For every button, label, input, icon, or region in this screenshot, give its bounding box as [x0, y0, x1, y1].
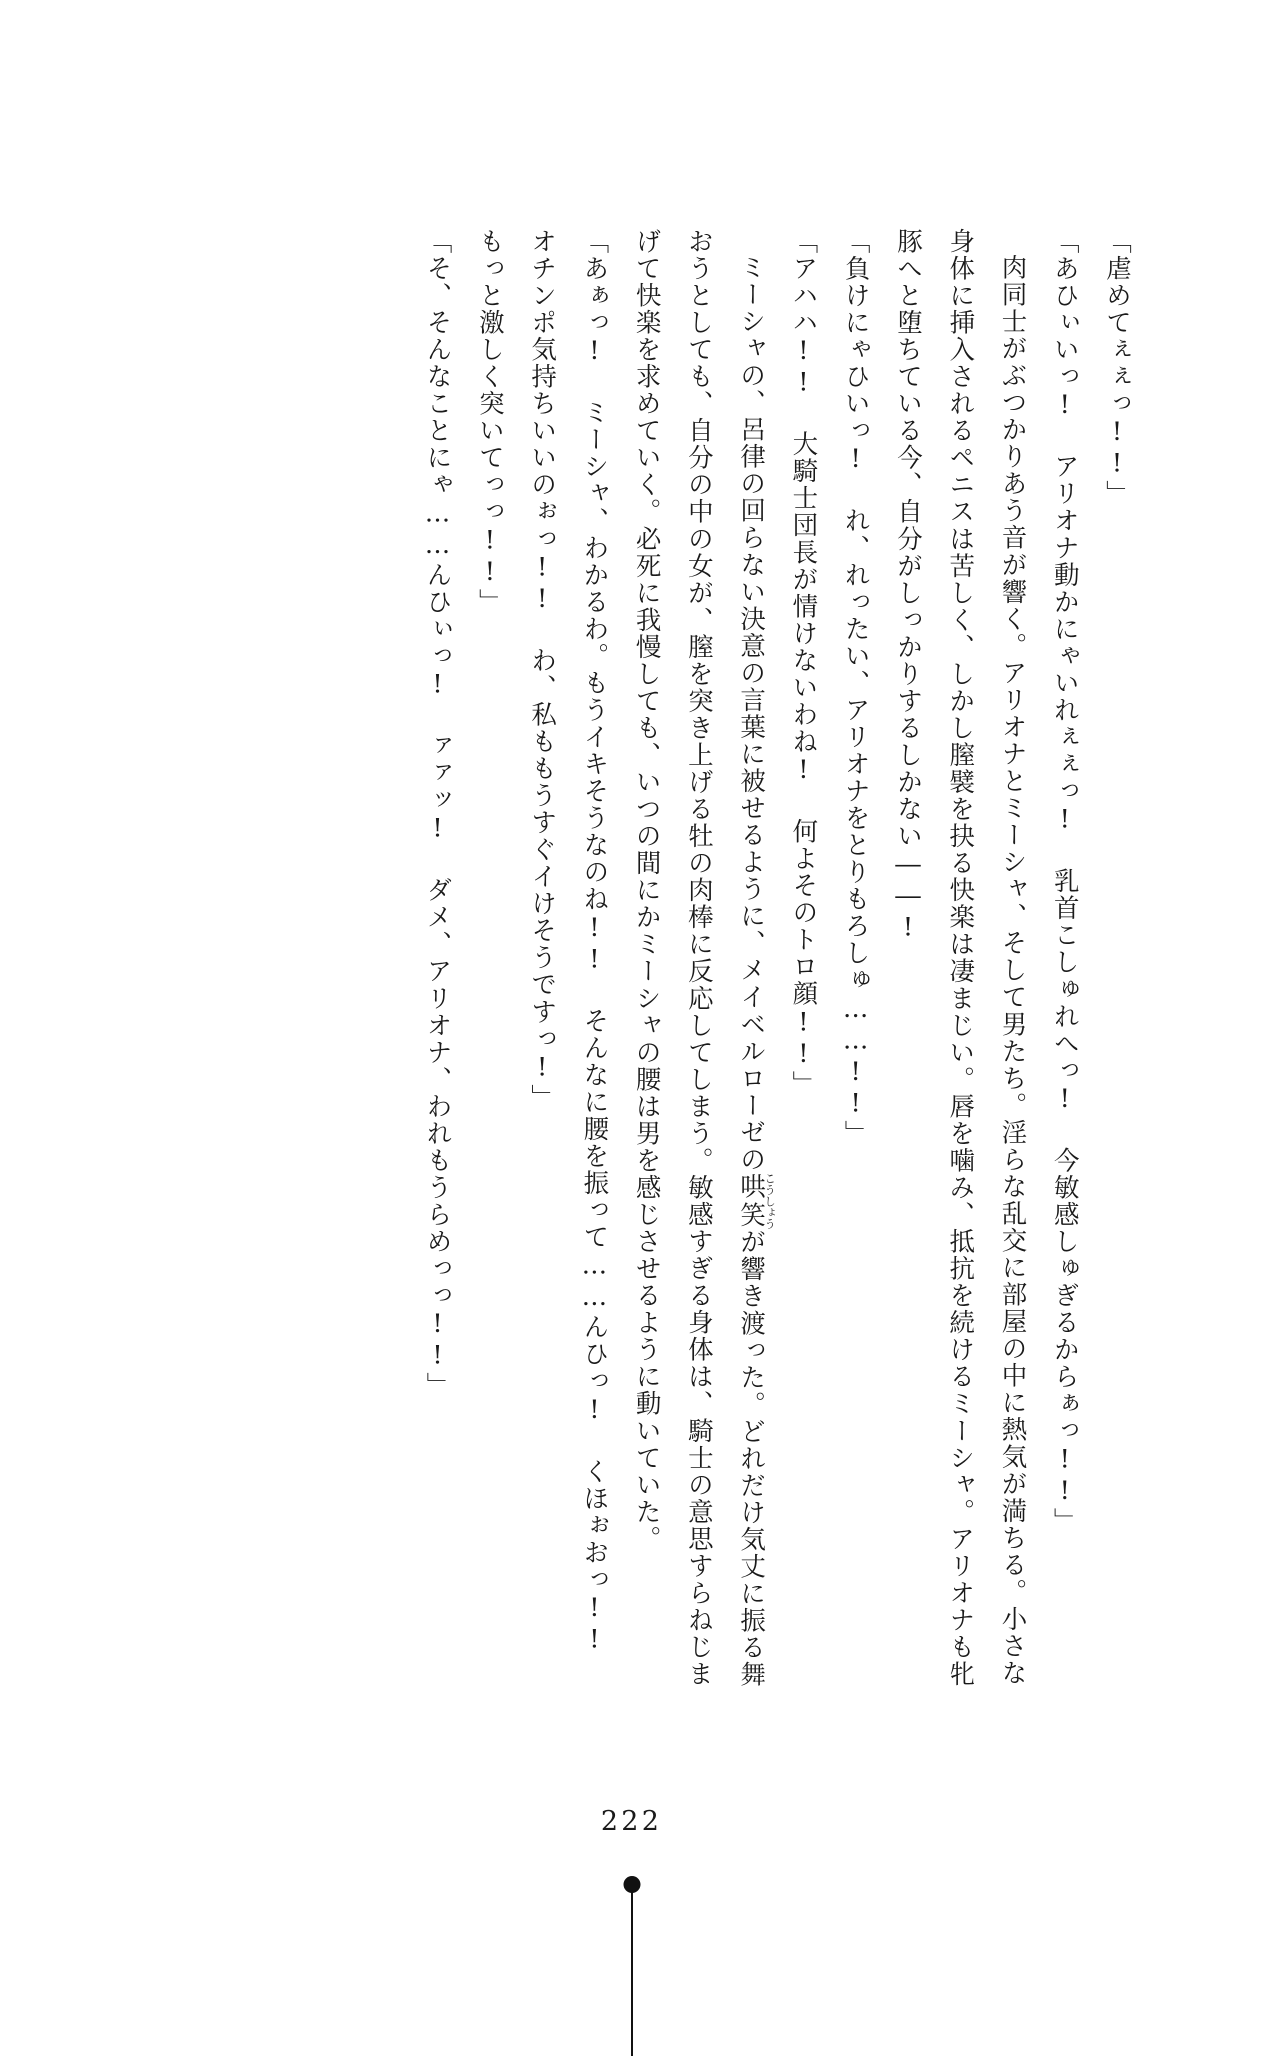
paragraph-8: もっと激しく突いてっっ!!」 — [474, 228, 505, 616]
ruby-annotation: 哄笑こうしょう — [736, 1171, 778, 1230]
paragraph-7: 「あぁっ! ミーシャ、わかるわ。もうイキそうなのね!! そんなに腰を振って……んひっ! くほぉおっ!! オチンポ気持ちいいのぉっ!! わ、私ももうすぐイけそうですっ!」 — [527, 228, 610, 1657]
bottom-mark-rule — [631, 1892, 633, 2056]
page-body-text — [133, 228, 1143, 1688]
paragraph-4: 「負けにゃひいっ! れ、れったい、アリオナをとりもろしゅ……!!」 — [840, 228, 871, 1147]
bottom-mark-dot — [623, 1876, 640, 1893]
page-number: 222 — [600, 1806, 663, 1837]
page-bottom-mark — [621, 1876, 643, 2056]
paragraph-1: 「虐めてぇぇっ!!」 — [1102, 228, 1132, 508]
paragraph-9: 「そ、そんなことにゃ……んひぃっ! ァァッ! ダメ、アリオナ、われもうらめっっ!!」 — [422, 228, 453, 1400]
paragraph-5: 「アハハ!! 大騎士団長が情けないわね! 何よそのトロ顔!!」 — [788, 228, 819, 1098]
paragraph-6: ミーシャの、呂律の回らない決意の言葉に被せるように、メイベルローゼの哄笑こうしょうが響き渡った。どれだけ気丈に振る舞おうとしても、自分の中の女が、膣を突き上げる牡の肉棒に反応してしまう。敏感すぎる身体は、騎士の意思すらねじまげて快楽を求めていく。必死に我慢しても、いつの間にかミーシャの腰は男を感じさせるように動いていた。 — [631, 228, 778, 1688]
paragraph-2: 「あひぃいっ! アリオナ動かにゃいれぇぇっ! 乳首こしゅれへっ! 今敏感しゅぎるからぁっ!!」 — [1049, 228, 1080, 1535]
paragraph-3: 肉同士がぶつかりあう音が響く。アリオナとミーシャ、そして男たち。淫らな乱交に部屋の中に熱気が満ちる。小さな身体に挿入されるペニスは苦しく、しかし膣襞を抉る快楽は凄まじい。唇を噛み、抵抗を続けるミーシャ。アリオナも牝豚へと堕ちている今、自分がしっかりするしかない――! — [892, 228, 1028, 1688]
